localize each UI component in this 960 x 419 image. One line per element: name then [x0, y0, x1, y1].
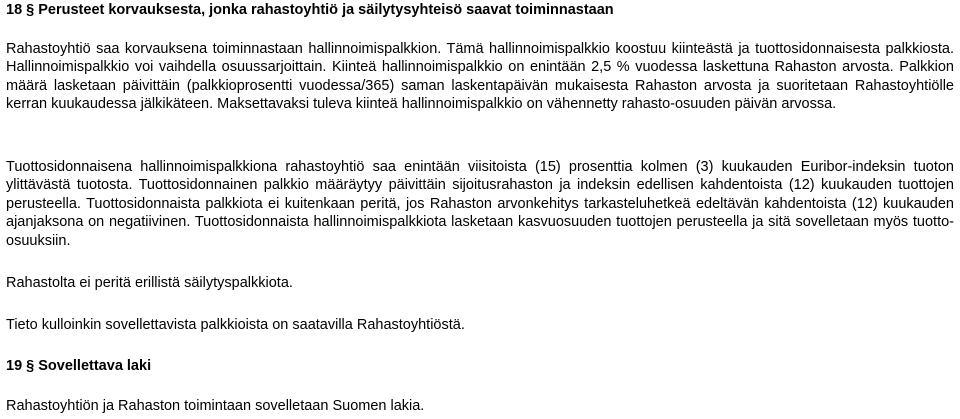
- section-18-paragraph-2: Tuottosidonnaisena hallinnoimispalkkiona rahastoyhtiö saa enintään viisitoista (15) prosenttia kolmen (3) kuukauden Euribor-indeksin tuoton ylittävästä tuotosta. Tuottosidonnainen palkkio määräytyy päivittäin sijoitusrahaston ja indeksin edellisen kahdentoista (12) kuukauden tuottojen perusteella. Tuottosidonnaista palkkiota ei kuitenkaan peritä, jos Rahaston arvonkehitys tarkasteluhetkeä edeltävän kahdentoista (12) kuukauden ajanjaksona on negatiivinen. Tuottosidonnaista hallinnoimispalkkiota lasketaan kasvuosuuden tuottojen perusteella ja sitä sovelletaan myös tuotto-osuuksiin.: [6, 159, 954, 249]
- section-18-paragraph-4: Tieto kulloinkin sovellettavista palkkioista on saatavilla Rahastoyhtiöstä.: [6, 317, 465, 333]
- section-19-heading: 19 § Sovellettava laki: [6, 358, 152, 374]
- section-18-heading: 18 § Perusteet korvauksesta, jonka rahastoyhtiö ja säilytysyhteisö saavat toiminnastaan: [6, 2, 614, 18]
- section-19-paragraph-1: Rahastoyhtiön ja Rahaston toimintaan sovelletaan Suomen lakia.: [6, 398, 425, 414]
- section-18-paragraph-1: Rahastoyhtiö saa korvauksena toiminnastaan hallinnoimispalkkion. Tämä hallinnoimispalkkio koostuu kiinteästä ja tuottosidonnaisesta palkkiosta. Hallinnoimispalkkio voi vaihdella osuussarjoittain. Kiinteä hallinnoimispalkkio on enintään 2,5 % vuodessa laskettuna Rahaston arvosta. Palkkion määrä lasketaan päivittäin (palkkioprosentti vuodessa/365) saman laskentapäivän mukaisesta Rahaston arvosta ja suoritetaan Rahastoyhtiölle kerran kuukaudessa jälkikäteen. Maksettavaksi tuleva kiinteä hallinnoimispalkkio on vähennetty rahasto-osuuden päivän arvossa.: [6, 41, 954, 113]
- section-18-paragraph-3: Rahastolta ei peritä erillistä säilytyspalkkiota.: [6, 275, 293, 291]
